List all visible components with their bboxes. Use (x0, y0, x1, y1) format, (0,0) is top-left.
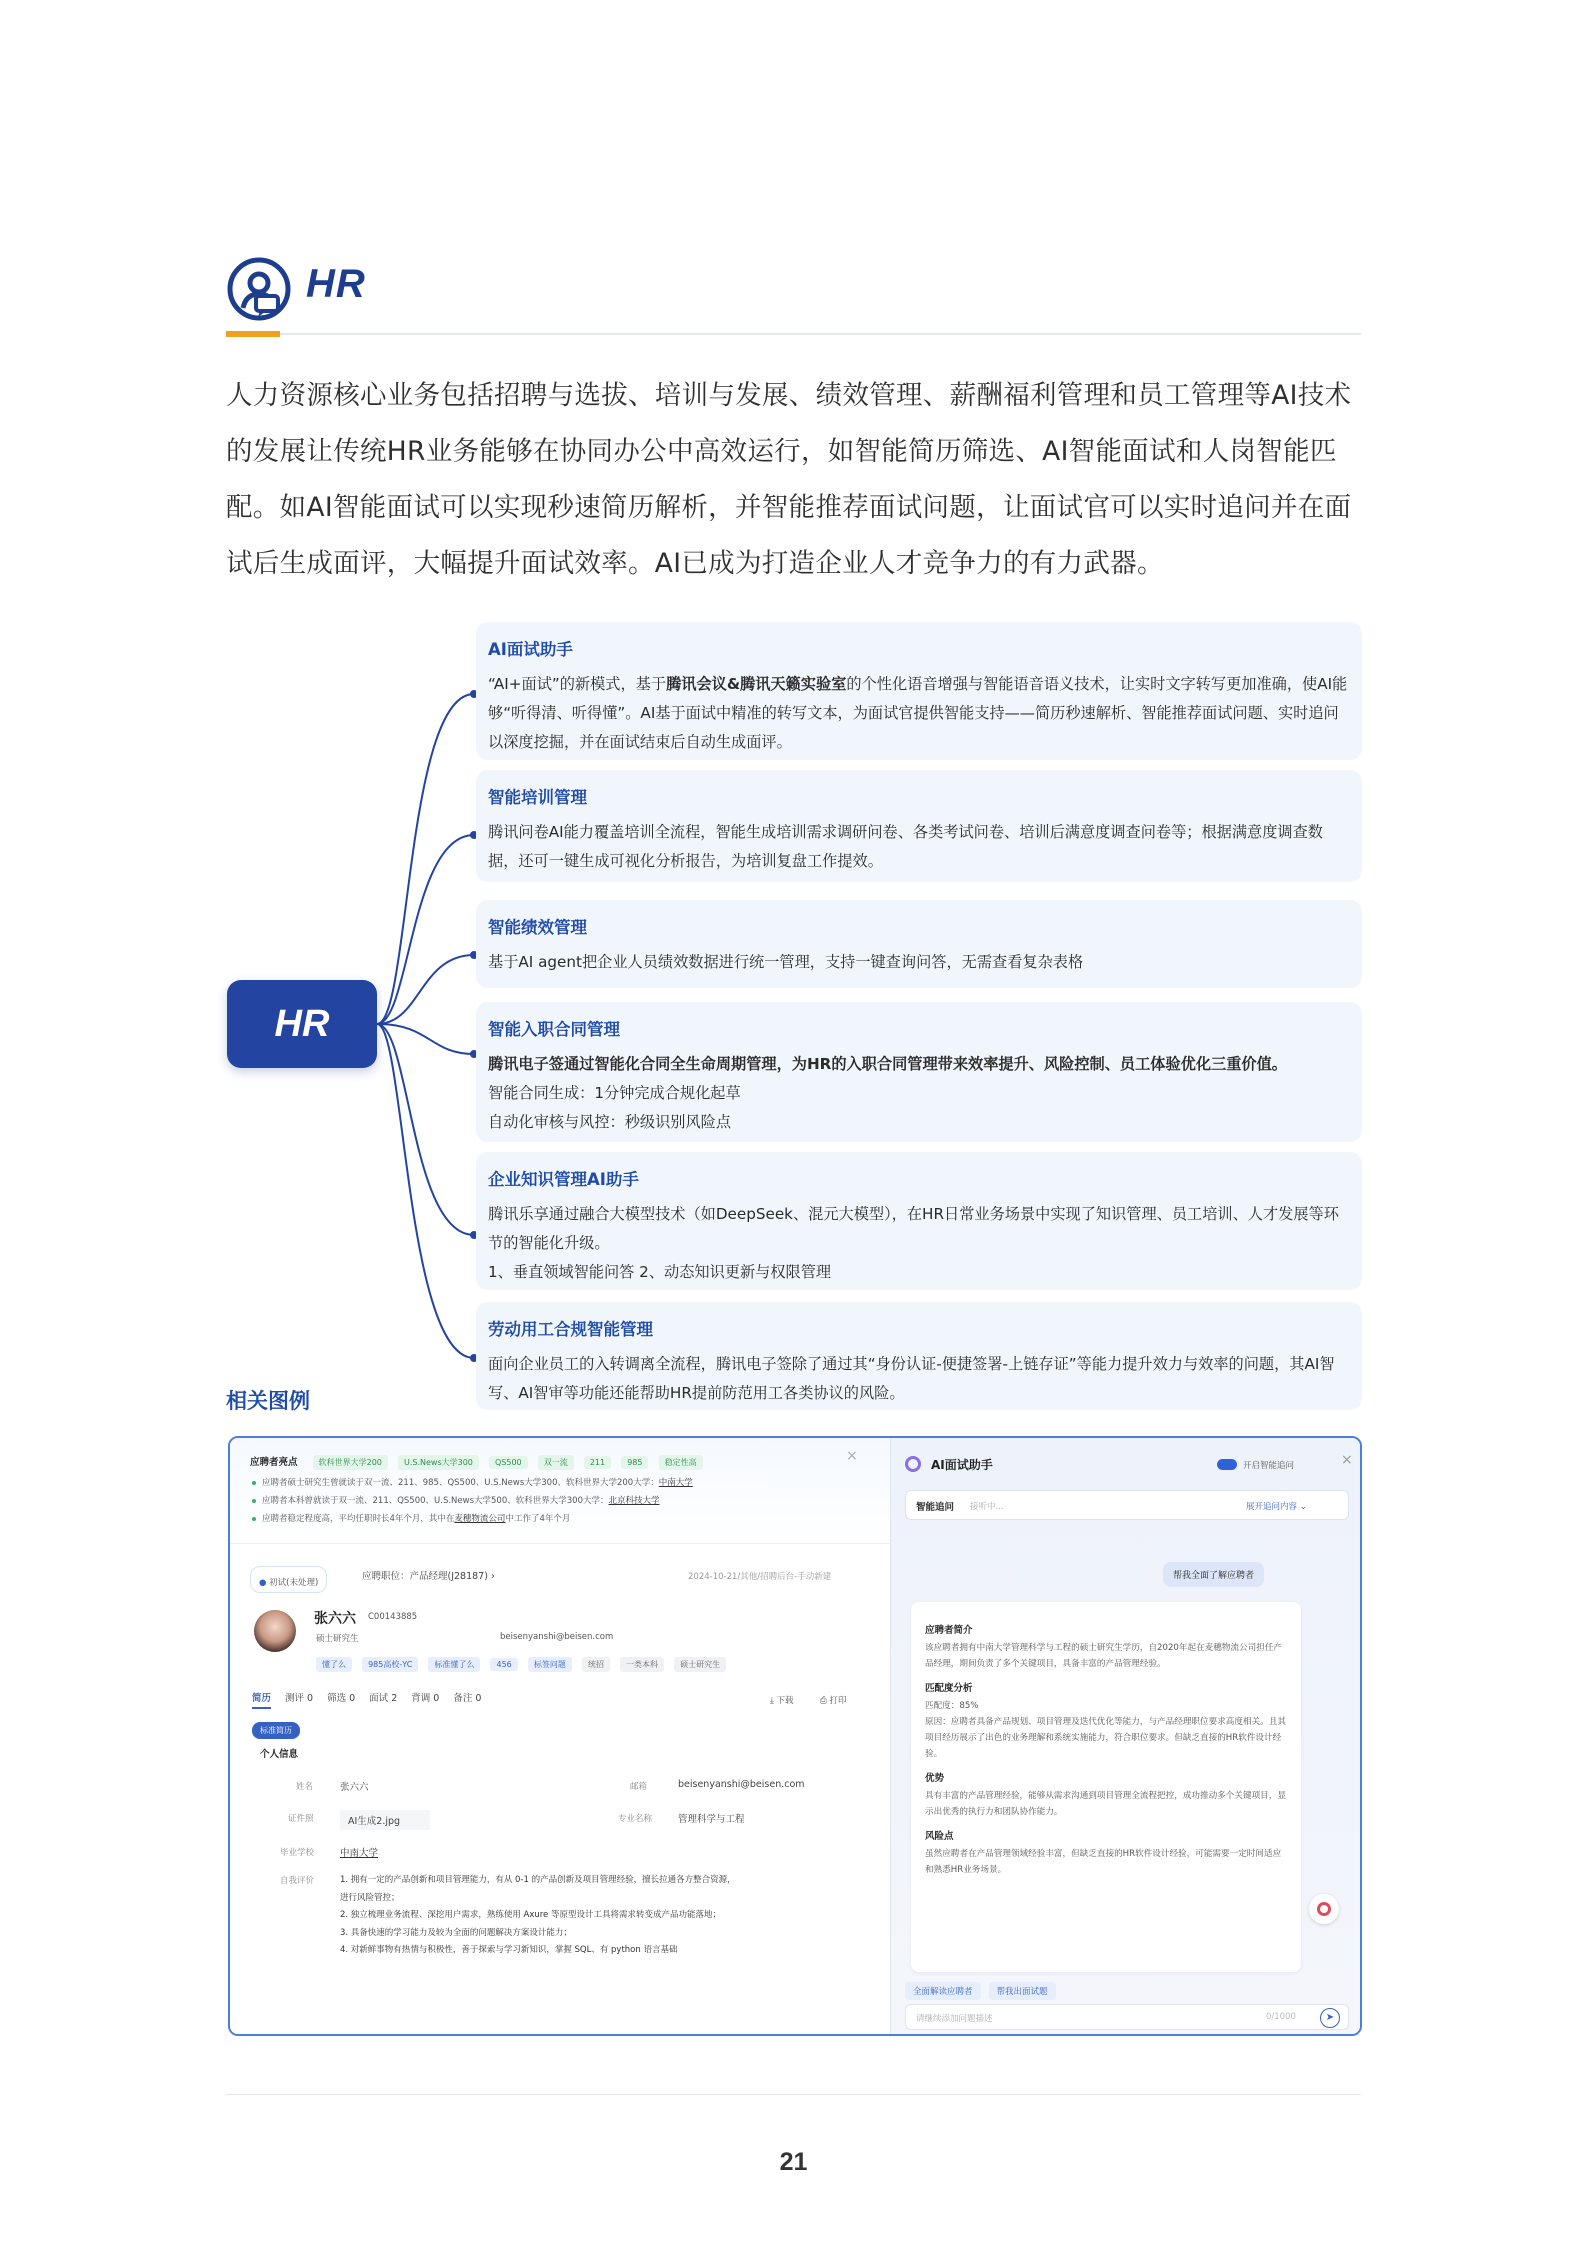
tab-resume[interactable]: 简历 (252, 1690, 271, 1709)
hr-person-chat-icon (226, 256, 292, 322)
candidate-email: beisenyanshi@beisen.com (500, 1632, 614, 1642)
card-body: 面向企业员工的入转调离全流程，腾讯电子签除了通过其“身份认证-便捷签署-上链存证”等能力提升效力与效率的问题，其AI智写、AI智审等功能还能帮助HR提前防范用工各类协议的风险。 (488, 1355, 1335, 1402)
avatar (254, 1610, 296, 1652)
field-label: 姓名 (296, 1782, 314, 1792)
highlight-tag: 双一流 (538, 1455, 574, 1470)
tab-screening[interactable]: 筛选 0 (327, 1693, 356, 1704)
user-message-bubble: 帮我全面了解应聘者 (1163, 1562, 1264, 1587)
section-divider (226, 333, 1361, 335)
field-label: 邮箱 (630, 1782, 648, 1792)
card-body: 腾讯问卷AI能力覆盖培训全流程，智能生成培训需求调研问卷、各类考试问卷、培训后满意度调查问卷等；根据满意度调查数据，还可一键生成可视化分析报告，为培训复盘工作提效。 (488, 823, 1323, 870)
field-label: 毕业学校 (280, 1848, 315, 1858)
personal-info-heading: 个人信息 (260, 1749, 299, 1760)
tab-interview[interactable]: 面试 2 (369, 1693, 398, 1704)
card-title: 智能入职合同管理 (488, 1020, 620, 1039)
page-number: 21 (779, 2148, 808, 2176)
download-button[interactable]: ⤓ 下载 (770, 1696, 794, 1706)
highlight-bullet: 应聘者本科曾就读于双一流、211、QS500、U.S.News大学500、软科世界大学300大学：北京科技大学 (252, 1494, 660, 1506)
photo-file[interactable]: AI生成2.jpg (340, 1810, 430, 1830)
card-body: 腾讯电子签通过智能化合同全生命周期管理，为HR的入职合同管理带来效率提升、风险控制、员工体验优化三重价值。 智能合同生成：1分钟完成合规化起草 自动化审核与风控：秒级识别风险点 (488, 1055, 1287, 1131)
card-title: 智能培训管理 (488, 788, 587, 807)
card-knowledge-assistant (476, 1152, 1362, 1290)
resume-tabs (252, 1690, 481, 1709)
candidate-panel (230, 1438, 890, 2036)
chip-generate-questions[interactable]: 帮我出面试题 (989, 1982, 1056, 2000)
expand-followup-link: 展开追问内容 ⌄ (1246, 1502, 1307, 1512)
field-value: 中南大学 (340, 1848, 379, 1859)
card-title: 劳动用工合规智能管理 (488, 1320, 653, 1339)
field-label: 自我评价 (280, 1876, 315, 1886)
card-body: 基于AI agent把企业人员绩效数据进行统一管理，支持一键查询问答，无需查看复杂表格 (488, 953, 1084, 971)
card-onboarding-contract (476, 1002, 1362, 1142)
intro-paragraph: 人力资源核心业务包括招聘与选拔、培训与发展、绩效管理、薪酬福利管理和员工管理等AI技术的发展让传统HR业务能够在协同办公中高效运行，如智能简历筛选、AI智能面试和人岗智能匹配。如AI智能面试可以实现秒速简历解析，并智能推荐面试问题，让面试官可以实时追问并在面试后生成面评，大幅提升面试效率。AI已成为打造企业人才竞争力的有力武器。 (226, 380, 1352, 579)
highlight-tag: 软科世界大学200 (313, 1455, 388, 1470)
highlight-tag: 稳定性高 (659, 1455, 703, 1470)
candidate-name: 张六六 (314, 1611, 356, 1627)
field-label: 专业名称 (618, 1814, 653, 1824)
ai-assistant-panel (890, 1438, 1362, 2036)
highlight-tag: U.S.News大学300 (398, 1455, 479, 1470)
card-body: “AI+面试”的新模式，基于腾讯会议&腾讯天籁实验室的个性化语音增强与智能语音语义技术，让实时文字转写更加准确，使AI能够“听得清、听得懂”。AI基于面试中精准的转写文本，为面试官提供智能支持——简历秒速解析、智能推荐面试问题、实时追问以深度挖掘，并在面试结束后自动生成面评。 (488, 675, 1348, 751)
card-title: AI面试助手 (488, 640, 573, 659)
smart-followup-bar[interactable]: 智能追问 接听中... 展开追问内容 ⌄ (905, 1490, 1349, 1520)
assistant-title: AI面试助手 (931, 1458, 993, 1472)
highlight-tag: 985 (621, 1456, 648, 1469)
card-title: 企业知识管理AI助手 (488, 1170, 639, 1189)
highlight-bullet: 应聘者稳定程度高，平均任职时长4年个月，其中在麦穗物流公司中工作了4年个月 (252, 1512, 570, 1524)
footer-divider (226, 2094, 1361, 2095)
candidate-id: C00143885 (368, 1612, 418, 1622)
smart-followup-toggle[interactable] (1217, 1459, 1237, 1470)
card-ai-interview (476, 622, 1362, 760)
assistant-input[interactable]: 请继续添加问题描述 0/1000 ➤ (905, 2004, 1349, 2030)
profile-tags: 懂了么 985高校-YC 标准懂了么 456 标签问题 统招 一类本科 硕士研究生 (316, 1652, 731, 1672)
suggestion-chips (905, 1982, 1056, 2000)
field-value: 张六六 (340, 1782, 369, 1793)
highlight-tag: QS500 (489, 1456, 528, 1469)
highlight-tag: 211 (584, 1456, 611, 1469)
assistant-logo-icon (905, 1456, 921, 1472)
toggle-label: 开启智能追问 (1243, 1461, 1295, 1471)
section-title: HR (306, 262, 366, 306)
field-label: 证件照 (288, 1814, 314, 1824)
position-label[interactable]: 应聘职位：产品经理(J28187) › (362, 1571, 495, 1582)
close-icon[interactable]: × (1341, 1452, 1353, 1468)
tab-background[interactable]: 背调 0 (411, 1693, 440, 1704)
card-body: 腾讯乐享通过融合大模型技术（如DeepSeek、混元大模型），在HR日常业务场景中实现了知识管理、员工培训、人才发展等环节的智能化升级。 1、垂直领域智能问答 2、动态知识更新与权限管理 (488, 1205, 1339, 1281)
card-smart-performance (476, 900, 1362, 988)
source-meta: 2024-10-21/其他/招聘后台-手动新建 (688, 1572, 832, 1582)
product-screenshot (228, 1436, 1362, 2036)
chip-analyze-candidate[interactable]: 全面解读应聘者 (905, 1982, 981, 2000)
card-smart-training (476, 770, 1362, 882)
card-labor-compliance (476, 1302, 1362, 1410)
highlight-bullet: 应聘者硕士研究生曾就读于双一流、211、985、QS500、U.S.News大学300、软科世界大学200大学：中南大学 (252, 1476, 693, 1488)
section-divider-accent (226, 331, 280, 337)
self-evaluation: 1. 拥有一定的产品创新和项目管理能力，有从 0-1 的产品创新及项目管理经验，擅长拉通各方整合资源， 进行风险管控； 2. 独立梳理业务流程、深挖用户需求，熟练使用 Axure 等原型设计工具将需求转变成产品功能落地； 3. 具备快速的学习能力及较为全面的问题解决方案设计能力； 4. 对新鲜事物有热情与积极性，善于探索与学习新知识，掌握 SQL、有 python 语言基础 (340, 1875, 736, 1955)
assistant-float-icon[interactable] (1309, 1894, 1339, 1924)
related-figures-label: 相关图例 (226, 1389, 310, 1413)
close-icon[interactable]: × (846, 1448, 858, 1464)
tab-assessment[interactable]: 测评 0 (285, 1693, 314, 1704)
assistant-response-card: 应聘者简介 该应聘者拥有中南大学管理科学与工程的硕士研究生学历，自2020年起在麦穗物流公司担任产品经理，期间负责了多个关键项目，具备丰富的产品管理经验。 匹配度分析 匹配度：85% 原因：应聘者具备产品规划、项目管理及迭代优化等能力，与产品经理职位要求高度相关。且其项目经历展示了出色的业务理解和系统实施能力，符合职位要求。但缺乏直接的HR软件设计经验。 优势 具有丰富的产品管理经验，能够从需求沟通到项目管理全流程把控，成功推动多个关键项目，显示出优秀的执行力和团队协作能力。 风险点 虽然应聘者在产品管理领域经验丰富，但缺乏直接的HR软件设计经验，可能需要一定时间适应和熟悉HR业务场景。 (911, 1602, 1301, 1972)
print-button[interactable]: ⎙ 打印 (820, 1696, 847, 1706)
card-title: 智能绩效管理 (488, 918, 587, 937)
field-value: beisenyanshi@beisen.com (678, 1779, 805, 1790)
highlights-label: 应聘者亮点 (250, 1457, 298, 1468)
tab-notes[interactable]: 备注 0 (453, 1693, 482, 1704)
highlights-section (230, 1438, 890, 1544)
status-pill[interactable]: ● 初试(未处理) (250, 1566, 327, 1593)
field-value: 管理科学与工程 (678, 1814, 745, 1825)
std-resume-chip[interactable]: 标准简历 (252, 1722, 300, 1739)
send-icon[interactable]: ➤ (1320, 2008, 1340, 2028)
candidate-degree: 硕士研究生 (316, 1634, 359, 1644)
mindmap-root-node: HR (227, 980, 377, 1068)
